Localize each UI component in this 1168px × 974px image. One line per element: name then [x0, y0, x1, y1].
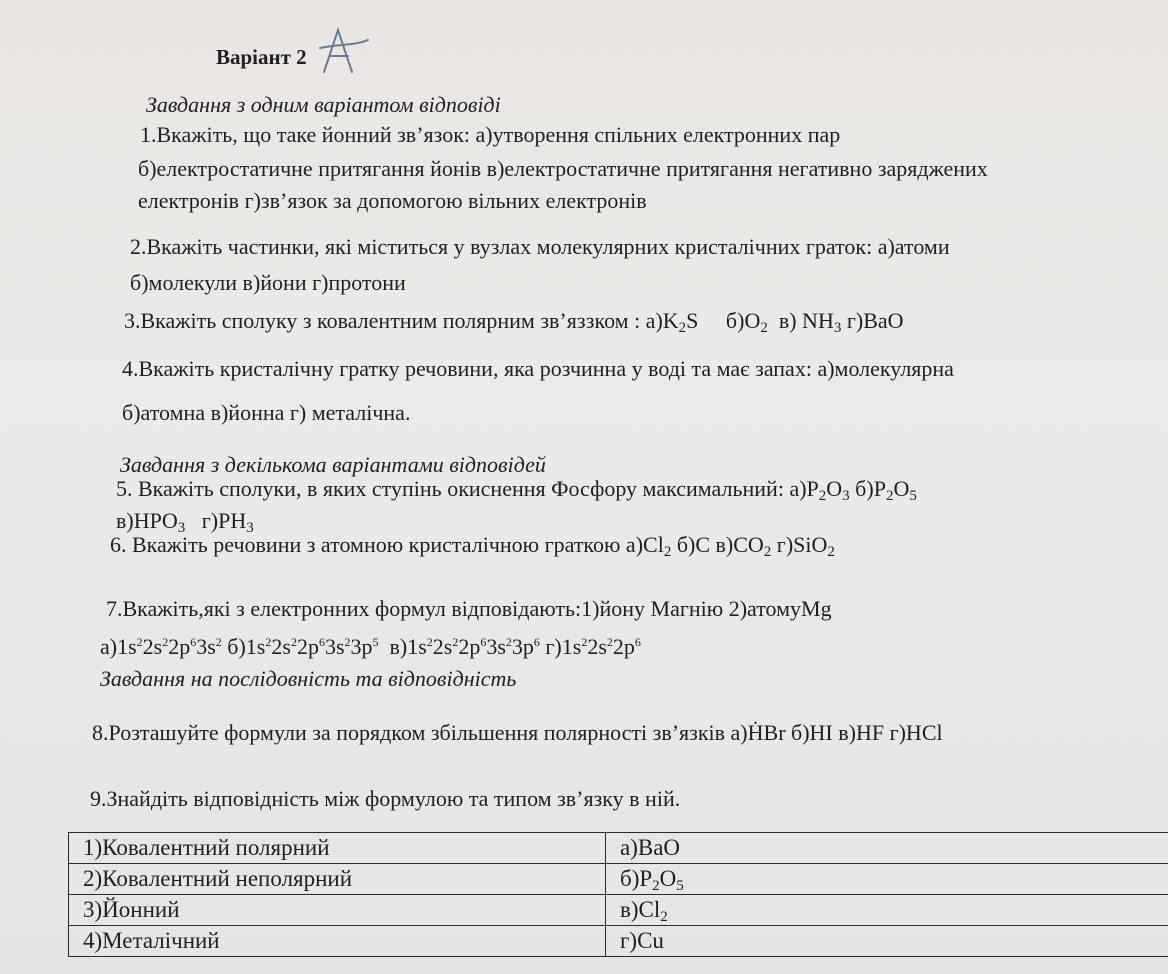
question-8: 8.Розташуйте формули за порядком збільшення полярності зв’язків а)ḢBr б)HI в)HF г)HCl [92, 720, 943, 745]
question-1-line-1: 1.Вкажіть, що таке йонний зв’язок: а)утворення спільних електронних пар [140, 122, 841, 147]
section-heading-multiple: Завдання з декількома варіантами відповідей [120, 452, 546, 477]
table-row [69, 895, 1168, 926]
table-row [69, 864, 1168, 895]
table-cell-formula: $б)P_2O_5$ [606, 864, 1168, 895]
table-cell-type: 1)Ковалентний полярний [69, 833, 606, 864]
question-9: 9.Знайдіть відповідність між формулою та типом зв’язку в ній. [90, 786, 681, 811]
question-1-line-3: електронів г)зв’язок за допомогою вільних електронів [138, 188, 647, 213]
table-row [69, 833, 1168, 864]
question-7-line-1: 7.Вкажіть,які з електронних формул відповідають:1)йону Магнію 2)атомуMg [106, 596, 832, 621]
question-3: 3.Вкажіть сполуку з ковалентним полярним зв’яззком : $а)K_2S$ $б)O_2$ в) $NH_3$ г)BaO [124, 308, 904, 336]
question-4-line-2: б)атомна в)йонна г) металічна. [122, 400, 411, 425]
section-heading-single: Завдання з одним варіантом відповіді [146, 92, 501, 117]
matching-table [68, 832, 1168, 957]
question-5-line-2: $в)HPO_3$ $г)PH_3$ [116, 508, 254, 536]
table-cell-formula: г)Cu [606, 926, 1168, 957]
question-5-line-1: 5. Вкажіть сполуки, в яких ступінь окиснення Фосфору максимальний: $а)P_2O_3$ $б)P_2O_5$ [116, 476, 917, 504]
table-cell-formula: а)BaO [606, 833, 1168, 864]
table-row [69, 926, 1168, 957]
table-cell-type: 4)Металічний [69, 926, 606, 957]
question-6: 6. Вкажіть речовини з атомною кристалічною граткою $а)Cl_2$ б)C $в)CO_2$ г)SiO$_2$ [110, 532, 835, 560]
question-4-line-1: 4.Вкажіть кристалічну гратку речовини, яка розчинна у воді та має запах: а)молекулярна [122, 356, 954, 381]
table-cell-formula: $в)Cl_2$ [606, 895, 1168, 926]
question-2-line-1: 2.Вкажіть частинки, які міститься у вузлах молекулярних кристалічних граток: а)атоми [130, 234, 950, 259]
question-7-line-2: $а)1s^22s^22p^63s^2$ $б)1s^22s^22p^63s^23p^5$ $в)1s^22s^22p^63s^23p^6$ $г)1s^22s^22p^6$ [100, 634, 641, 659]
table-cell-type: 2)Ковалентний неполярний [69, 864, 606, 895]
handwritten-a-mark [318, 26, 370, 76]
page-title: Варіант 2 [216, 45, 307, 69]
section-heading-sequence: Завдання на послідовність та відповідність [100, 666, 517, 691]
question-2-line-2: б)молекули в)йони г)протони [130, 270, 406, 295]
question-1-line-2: б)електростатичне притягання йонів в)електростатичне притягання негативно заряджених [138, 156, 988, 181]
table-cell-type: 3)Йонний [69, 895, 606, 926]
